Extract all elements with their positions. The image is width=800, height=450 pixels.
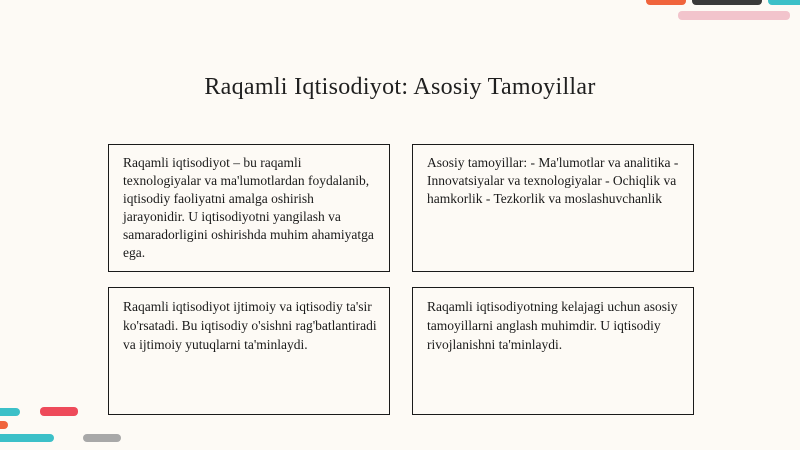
- decor-bar-orange-left: [0, 421, 8, 429]
- decor-bar-orange-top: [646, 0, 686, 5]
- text-card-future: [412, 287, 694, 415]
- decor-bar-dark-top: [692, 0, 762, 5]
- card-text: Raqamli iqtisodiyot ijtimoiy va iqtisodiy ta'sir ko'rsatadi. Bu iqtisodiy o'sishni rag'batlantiradi va ijtimoiy yutuqlarni ta'minlaydi.: [123, 299, 377, 352]
- card-text: Raqamli iqtisodiyotning kelajagi uchun asosiy tamoyillarni anglash muhimdir. U iqtisodiy rivojlanishni ta'minlaydi.: [427, 299, 678, 352]
- decor-bar-red-left: [40, 407, 78, 416]
- decor-bar-teal-left: [0, 408, 20, 416]
- decor-bar-teal-bottom: [0, 434, 54, 442]
- text-card-principles: [412, 144, 694, 272]
- decor-bar-teal-top: [768, 0, 800, 5]
- card-text: Raqamli iqtisodiyot – bu raqamli texnologiyalar va ma'lumotlardan foydalanib, iqtisodiy faoliyatni amalga oshirish jarayonidir. U iqtisodiyotni yangilash va samaradorligini oshirishda muhim ahamiyatga ega.: [123, 155, 374, 260]
- decor-bar-gray-bottom: [83, 434, 121, 442]
- decor-bar-pink-top: [678, 11, 790, 20]
- text-card-definition: [108, 144, 390, 272]
- card-text: Asosiy tamoyillar: - Ma'lumotlar va analitika - Innovatsiyalar va texnologiyalar - Ochiqlik va hamkorlik - Tezkorlik va moslashuvchanlik: [427, 155, 679, 206]
- text-card-impact: [108, 287, 390, 415]
- slide-title: Raqamli Iqtisodiyot: Asosiy Tamoyillar: [204, 74, 596, 100]
